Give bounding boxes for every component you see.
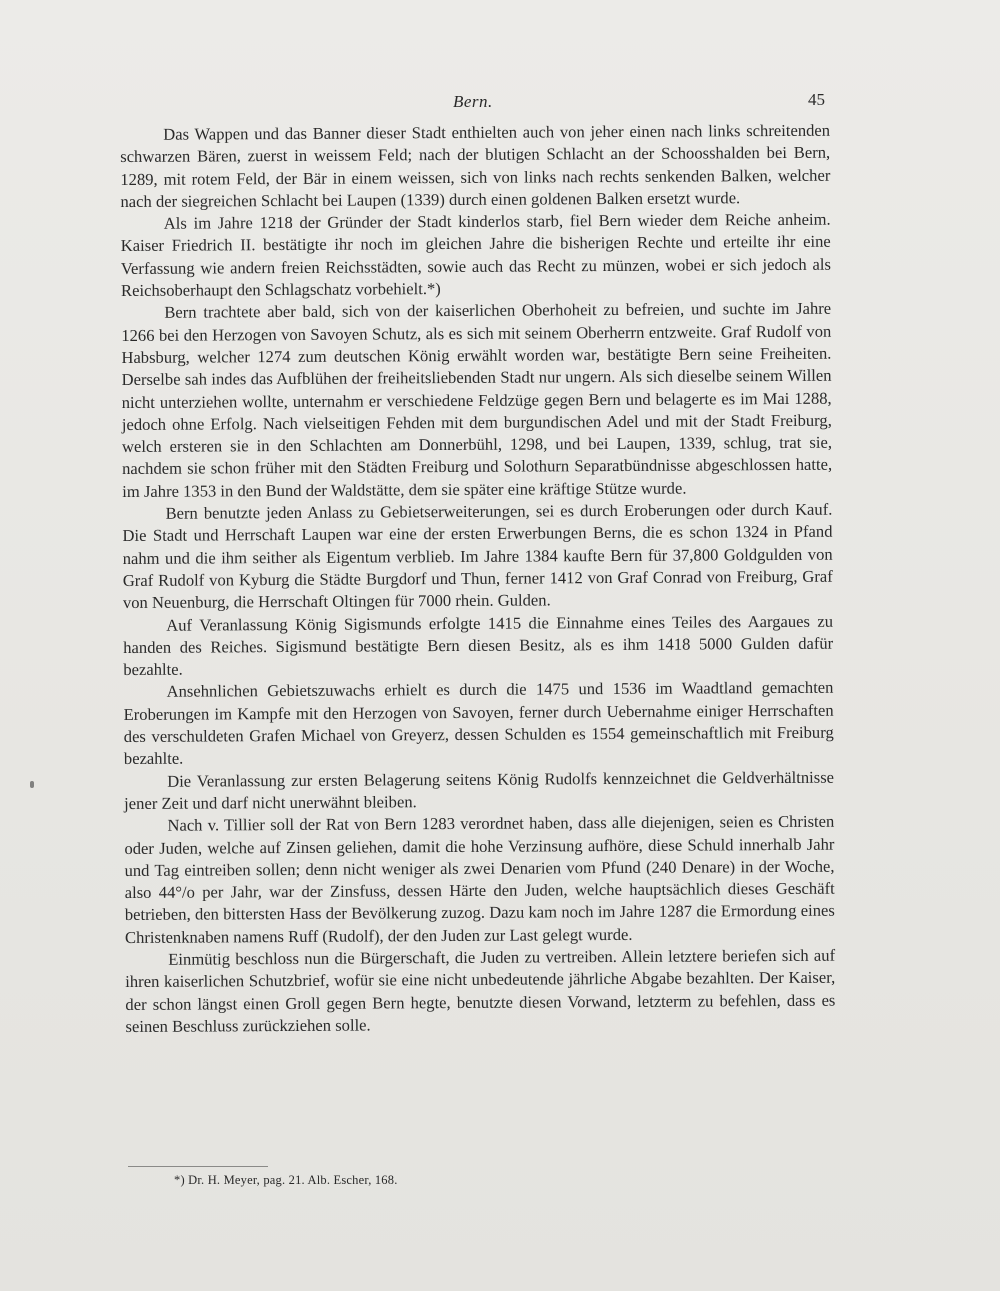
paragraph: Auf Veranlassung König Sigismunds erfolgte 1415 die Einnahme eines Teiles des Aargaues zu handen des Reiches. Sigismund bestätigte Bern diesen Besitz, als es ihm 1418 5000 Gulden dafür bezahlte. [123,611,834,680]
paragraph: Ansehnlichen Gebietszuwachs erhielt es durch die 1475 und 1536 im Waadtland gemachten Eroberungen im Kampfe mit den Herzogen von Savoyen, ferner durch Uebernahme einiger Herrschaften des verschuldeten Grafen Michael von Greyerz, dessen Schulden es 1554 gemeinschaftlich mit Freiburg bezahlte. [123,678,834,769]
paragraph: Nach v. Tillier soll der Rat von Bern 1283 verordnet haben, dass alle diejenigen, seien es Christen oder Juden, welche auf Zinsen geliehen, damit die hohe Verzinsung aufhöre, diese Schuld innerhalb Jahr und Tag eintreiben sollen; denn nicht weniger als zwei Denarien vom Pfund (240 Denare) in der Woche, also 44°/o per Jahr, war der Zinsfuss, dessen Härte den Juden, welche hauptsächlich dieses Geschäft betrieben, den bittersten Hass der Bevölkerung zuzog. Dazu kam noch im Jahre 1287 die Ermordung eines Christenknaben namens Ruff (Rudolf), der den Juden zur Last gelegt wurde. [124,811,835,947]
page-number: 45 [808,90,825,109]
paragraph: Die Veranlassung zur ersten Belagerung seitens König Rudolfs kennzeichnet die Geldverhältnisse jener Zeit und darf nicht unerwähnt bleiben. [124,767,835,813]
paragraph: Einmütig beschloss nun die Bürgerschaft, die Juden zu vertreiben. Allein letztere beriefen sich auf ihren kaiserlichen Schutzbrief, wofür sie eine nicht unbedeutende jährliche Abgabe bezahlten. Der Kaiser, der schon längst einen Groll gegen Bern hegte, benutzte diesen Vorwand, letzterm zu befehlen, dass es seinen Beschluss zurückziehen solle. [125,945,836,1036]
body-text [120,120,836,1038]
paragraph: Bern benutzte jeden Anlass zu Gebietserweiterungen, sei es durch Eroberungen oder durch Kauf. Die Stadt und Herrschaft Laupen war eine der ersten Erwerbungen Berns, die es schon 1324 in Pfand nahm und die ihm seither als Eigentum verblieb. Im Jahre 1384 kaufte Bern für 37,800 Goldgulden von Graf Rudolf von Kyburg die Städte Burgdorf und Thun, ferner 1412 von Graf Conrad von Freiburg, Graf von Neuenburg, die Herrschaft Oltingen für 7000 rhein. Gulden. [122,499,833,613]
footnote: *) Dr. H. Meyer, pag. 21. Alb. Escher, 168. [174,1173,398,1187]
paragraph: Das Wappen und das Banner dieser Stadt enthielten auch von jeher einen nach links schreitenden schwarzen Bären, zuerst in weissem Feld; nach der blutigen Schlacht an der Schoosshalden bei Bern, 1289, mit rotem Feld, der Bär in einem weissen, sich von links nach rechts senkenden Balken, welcher nach der siegreichen Schlacht bei Laupen (1339) durch einen goldenen Balken ersetzt wurde. [120,120,831,211]
paragraph: Bern trachtete aber bald, sich von der kaiserlichen Oberhoheit zu befreien, und suchte im Jahre 1266 bei den Herzogen von Savoyen Schutz, als es sich mit seinem Oberherrn entzweite. Graf Rudolf von Habsburg, welcher 1274 zum deutschen König erwählt worden war, bestätigte Bern seine Freiheiten. Derselbe sah indes das Aufblühen der freiheitsliebenden Stadt nur ungern. Als sich dieselbe seinem Willen nicht unterziehen wollte, unternahm er verschiedene Feldzüge gegen Bern und belagerte es im Mai 1288, jedoch ohne Erfolg. Nach vielseitigen Fehden mit dem burgundischen Adel und mit der Stadt Freiburg, welch ersteren sie in den Schlachten am Donnerbühl, 1298, und bei Laupen, 1339, schlug, trat sie, nachdem sie schon früher mit den Städten Freiburg und Solothurn Separatbündnisse abgeschlossen hatte, im Jahre 1353 in den Bund der Waldstätte, dem sie später eine kräftige Stütze wurde. [121,299,833,501]
paragraph: Als im Jahre 1218 der Gründer der Stadt kinderlos starb, fiel Bern wieder dem Reiche anheim. Kaiser Friedrich II. bestätigte ihr noch im gleichen Jahre die bisherigen Rechte und erteilte ihr eine Verfassung wie andern freien Reichsstädten, sowie auch das Recht zu münzen, wobei er sich jedoch als Reichsoberhaupt den Schlagschatz vorbehielt.*) [120,209,831,301]
running-title: Bern. [453,92,493,111]
running-head [120,92,825,118]
footnote-divider [128,1166,268,1167]
ink-speck [30,781,34,788]
